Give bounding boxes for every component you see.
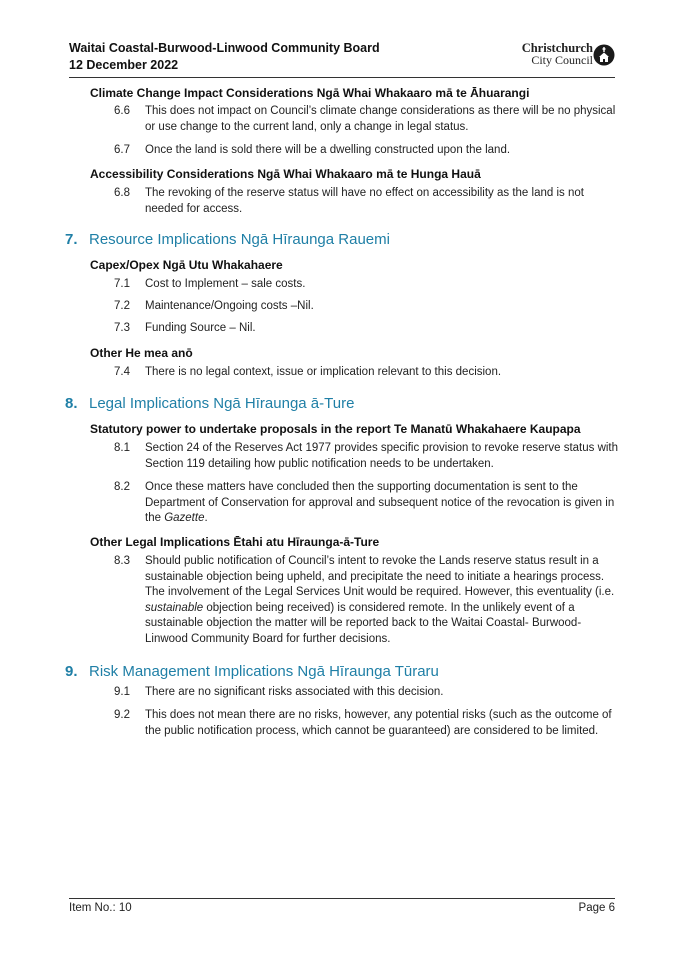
item-number: Item No.: 10 [69,902,132,914]
paragraph-text: Should public notification of Council’s intent to revoke the Lands reserve status result in a sustainable objection being upheld, and precipitate the need to initiate a hearings process. The involvement of the Legal Services Unit would be required. However, this eventuality (i.e. sustainable objection being received) is considered remote. In the unlikely event of a sustainable objection the matter will be reported back to the Waitai Coastal- Burwood-Linwood Community Board for further decisions. [145,555,615,645]
paragraph-number: 7.3 [114,322,130,334]
paragraph-6-7 [114,143,619,159]
paragraph-8-2 [114,480,619,527]
section-number: 8. [65,395,78,412]
paragraph-number: 9.1 [114,686,130,698]
paragraph-text: Once the land is sold there will be a dwelling constructed upon the land. [145,144,511,156]
paragraph-number: 9.2 [114,709,130,721]
paragraph-number: 7.2 [114,300,130,312]
other-heading: Other He mea anō [90,346,193,360]
paragraph-text: There is no legal context, issue or implication relevant to this decision. [145,366,502,378]
paragraph-7-1 [114,277,619,293]
gazette-emphasis: Gazette [164,512,205,525]
paragraph-number: 6.8 [114,187,130,199]
paragraph-6-8 [114,186,619,217]
paragraph-9-2 [114,708,619,739]
council-logo [495,42,615,72]
climate-heading: Climate Change Impact Considerations Ngā Whai Whakaaro mā te Āhuarangi [90,86,530,100]
paragraph-text: The revoking of the reserve status will have no effect on accessibility as the land is not needed for access. [145,187,584,215]
paragraph-number: 7.1 [114,278,130,290]
section-title: Resource Implications Ngā Hīraunga Rauemi [89,231,390,248]
paragraph-number: 7.4 [114,366,130,378]
paragraph-8-1 [114,441,619,472]
paragraph-7-3 [114,321,619,337]
section-title: Legal Implications Ngā Hīraunga ā-Ture [89,395,355,412]
paragraph-text: Once these matters have concluded then the supporting documentation is sent to the Department of Conservation for approval and subsequent notice of the revocation is given in the Gazette. [145,481,615,525]
cathedral-icon [593,44,615,66]
paragraph-text: Section 24 of the Reserves Act 1977 provides specific provision to revoke reserve status with Section 119 detailing how public notification needs to be undertaken. [145,442,619,470]
paragraph-number: 8.3 [114,555,130,567]
paragraph-number: 6.7 [114,144,130,156]
section-number: 7. [65,231,78,248]
paragraph-number: 8.1 [114,442,130,454]
paragraph-text: This does not impact on Council’s climate change considerations as there will be no physical or use change to the current land, only a change in legal status. [145,105,616,133]
paragraph-text: This does not mean there are no risks, however, any potential risks (such as the outcome of the public notification process, which cannot be guaranteed) are considered to be limited. [145,709,612,737]
paragraph-text: There are no significant risks associated with this decision. [145,686,444,698]
section-9-heading [65,663,439,680]
sustainable-emphasis: sustainable [145,601,204,614]
logo-line2: City Council [531,53,593,67]
paragraph-9-1 [114,685,619,701]
paragraph-text: Funding Source – Nil. [145,322,256,334]
paragraph-number: 8.2 [114,481,130,493]
meeting-date: 12 December 2022 [69,58,179,72]
section-number: 9. [65,663,78,680]
other-legal-heading: Other Legal Implications Ētahi atu Hīraunga-ā-Ture [90,535,380,549]
section-8-heading [65,395,354,412]
page-header [69,40,615,76]
statutory-heading: Statutory power to undertake proposals in the report Te Manatū Whakahaere Kaupapa [90,422,581,436]
paragraph-number: 6.6 [114,105,130,117]
header-rule [69,77,615,78]
capex-heading: Capex/Opex Ngā Utu Whakahaere [90,258,283,272]
paragraph-text: Maintenance/Ongoing costs –Nil. [145,300,314,312]
paragraph-6-6 [114,104,619,135]
paragraph-text: Cost to Implement – sale costs. [145,278,306,290]
section-title: Risk Management Implications Ngā Hīraunga Tūraru [89,663,439,680]
paragraph-7-2 [114,299,619,315]
logo-line1: Christchurch [521,41,593,55]
paragraph-8-3 [114,554,619,648]
board-name: Waitai Coastal-Burwood-Linwood Community Board [69,41,380,55]
section-7-heading [65,231,390,248]
accessibility-heading: Accessibility Considerations Ngā Whai Whakaaro mā te Hunga Hauā [90,167,481,181]
page-number: Page 6 [578,902,615,914]
footer-rule [69,898,615,899]
paragraph-7-4 [114,365,619,381]
